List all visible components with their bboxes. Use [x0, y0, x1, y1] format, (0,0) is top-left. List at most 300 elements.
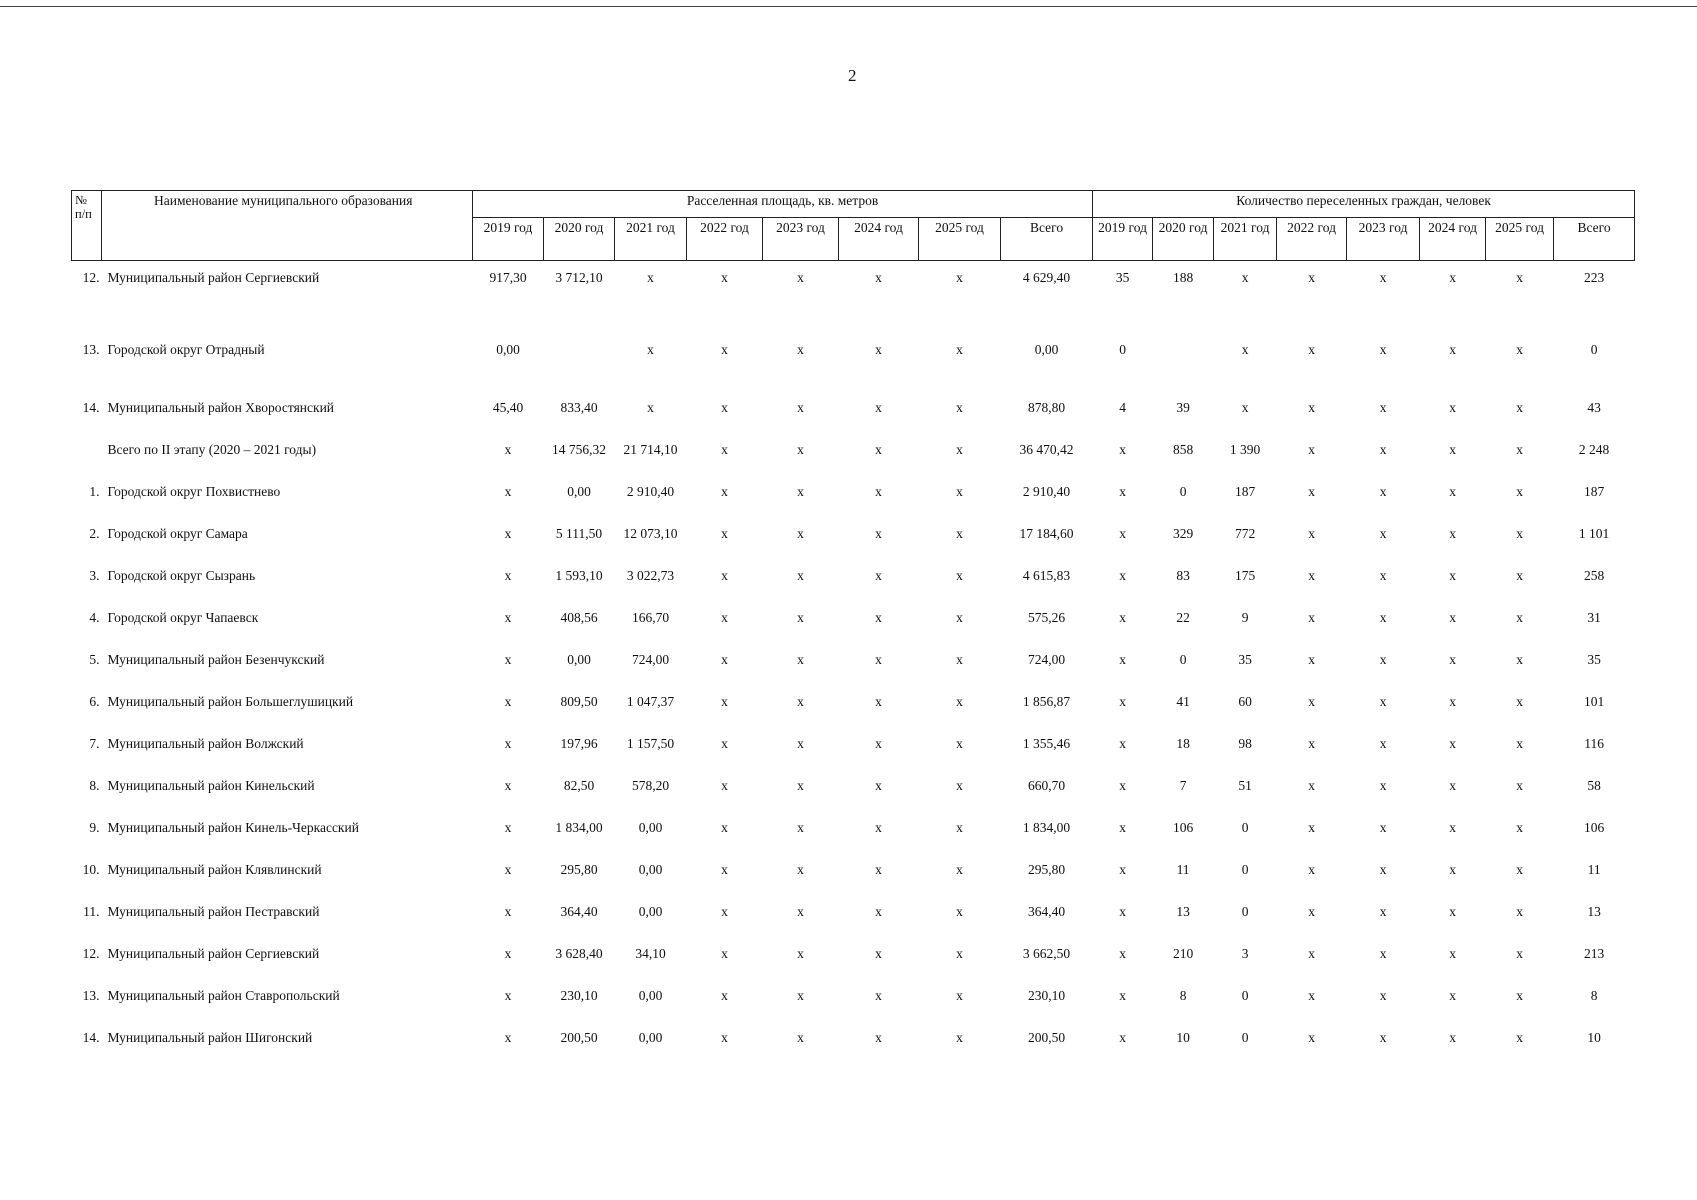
row-number: 13. [82, 987, 100, 1003]
area-cell: 575,26 [1027, 609, 1066, 625]
people-group-header: Количество переселенных граждан, человек [1093, 191, 1635, 218]
area-cell: х [721, 819, 728, 835]
area-cell: 1 157,50 [626, 735, 675, 751]
people-cell: х [1308, 651, 1315, 667]
table-row [72, 727, 1635, 769]
area-cell: х [875, 903, 882, 919]
area-cell: х [797, 341, 804, 357]
area-cell: х [797, 777, 804, 793]
resettlement-table [71, 190, 1635, 1063]
people-cell: 175 [1234, 567, 1256, 583]
area-cell: х [797, 819, 804, 835]
people-cell: 858 [1172, 441, 1194, 457]
people-cell: 213 [1583, 945, 1605, 961]
area-cell: 1 834,00 [1022, 819, 1071, 835]
people-cell: х [1119, 861, 1126, 877]
people-cell: 210 [1172, 945, 1194, 961]
area-cell: 21 714,10 [623, 441, 678, 457]
table-body [72, 261, 1635, 1063]
people-cell: 43 [1587, 399, 1601, 415]
municipality-name: Муниципальный район Волжский [107, 735, 304, 751]
area-cell: х [797, 567, 804, 583]
area-cell: 1 593,10 [555, 567, 603, 583]
people-cell: х [1308, 341, 1315, 357]
table-row [72, 811, 1635, 853]
people-cell: 8 [1179, 987, 1187, 1003]
area-cell: х [797, 399, 804, 415]
people-cell: 41 [1176, 693, 1190, 709]
row-number: 4. [89, 609, 100, 625]
area-cell: х [647, 399, 654, 415]
table-row [72, 559, 1635, 601]
municipality-name: Городской округ Чапаевск [107, 609, 259, 625]
area-cell: х [721, 567, 728, 583]
area-cell: 5 111,50 [555, 525, 603, 541]
people-cell: х [1119, 945, 1126, 961]
area-cell: 200,50 [1027, 1029, 1066, 1045]
area-cell: х [504, 819, 512, 835]
people-cell: х [1308, 567, 1315, 583]
people-year-header: 2024 год [1420, 218, 1486, 261]
people-cell: 18 [1176, 735, 1190, 751]
table-row [72, 475, 1635, 517]
people-cell: х [1308, 735, 1315, 751]
area-cell: 408,56 [560, 609, 598, 625]
people-cell: х [1241, 270, 1249, 285]
area-cell: 809,50 [560, 693, 598, 709]
people-cell: х [1119, 1029, 1126, 1045]
table-row [72, 769, 1635, 811]
municipality-name: Муниципальный район Сергиевский [107, 270, 320, 285]
people-cell: х [1449, 341, 1456, 357]
area-cell: 0,00 [496, 341, 520, 357]
area-cell: х [875, 945, 882, 961]
area-cell: 878,80 [1027, 399, 1066, 415]
area-cell: 578,20 [631, 777, 670, 793]
people-cell: х [1379, 441, 1387, 457]
people-cell: х [1379, 819, 1387, 835]
people-cell: 0 [1241, 819, 1249, 835]
area-cell: х [875, 1029, 882, 1045]
area-cell: х [956, 735, 963, 751]
people-cell: х [1449, 819, 1456, 835]
area-cell: х [956, 1029, 963, 1045]
people-cell: х [1379, 609, 1387, 625]
people-cell: х [1516, 777, 1523, 793]
row-number [72, 433, 102, 475]
area-cell: 166,70 [631, 609, 670, 625]
area-cell: 0,00 [1034, 341, 1059, 357]
people-year-header: 2025 год [1486, 218, 1554, 261]
people-cell: 223 [1583, 270, 1605, 285]
area-cell: х [721, 341, 728, 357]
area-cell: 917,30 [489, 270, 527, 285]
municipality-name: Муниципальный район Клявлинский [107, 861, 322, 877]
area-cell: 0,00 [567, 651, 591, 667]
area-cell: х [504, 441, 512, 457]
area-cell: х [797, 987, 804, 1003]
table-row [72, 685, 1635, 727]
area-cell: х [956, 609, 963, 625]
area-year-header: 2024 год [839, 218, 919, 261]
area-cell: х [721, 777, 728, 793]
area-cell: х [797, 441, 804, 457]
people-cell: 0 [1179, 483, 1187, 499]
area-cell: 724,00 [631, 651, 670, 667]
area-cell: х [875, 987, 882, 1003]
area-year-header: 2021 год [615, 218, 687, 261]
area-cell: 833,40 [560, 399, 598, 415]
area-cell: х [647, 341, 654, 357]
people-cell: х [1379, 777, 1387, 793]
people-cell: 9 [1241, 609, 1249, 625]
area-cell: х [875, 861, 882, 877]
table-row [72, 643, 1635, 685]
area-cell: х [956, 651, 963, 667]
area-cell: х [956, 525, 963, 541]
area-cell: 3 712,10 [555, 270, 603, 285]
area-cell: х [504, 525, 512, 541]
area-cell: 82,50 [563, 777, 595, 793]
table-row [72, 853, 1635, 895]
area-cell: х [875, 777, 882, 793]
area-cell: 3 662,50 [1022, 945, 1071, 961]
people-cell: х [1308, 861, 1315, 877]
row-number: 11. [83, 903, 100, 919]
people-cell: 0 [1119, 341, 1126, 357]
people-cell: х [1308, 1029, 1315, 1045]
people-cell: 13 [1587, 903, 1601, 919]
people-year-header: 2023 год [1347, 218, 1420, 261]
people-cell: 187 [1583, 483, 1605, 499]
people-cell: 7 [1179, 777, 1187, 793]
area-cell: х [956, 567, 963, 583]
people-cell: х [1449, 693, 1456, 709]
people-cell: х [1308, 609, 1315, 625]
area-cell: х [797, 270, 804, 285]
row-number: 7. [89, 735, 100, 751]
area-total-header: Всего [1001, 218, 1093, 261]
name-column-header: Наименование муниципального образования [102, 191, 473, 261]
row-number: 13. [82, 341, 100, 357]
people-cell [1153, 333, 1214, 391]
people-year-header: 2020 год [1153, 218, 1214, 261]
area-cell: х [721, 945, 728, 961]
area-cell: х [956, 903, 963, 919]
area-cell: х [956, 341, 963, 357]
row-number: 3. [89, 567, 100, 583]
area-cell: 0,00 [638, 819, 663, 835]
people-cell: х [1449, 441, 1456, 457]
area-cell: 197,96 [560, 735, 598, 751]
people-cell: х [1516, 1029, 1523, 1045]
people-cell: 13 [1176, 903, 1190, 919]
people-cell: х [1241, 341, 1249, 357]
people-year-header: 2022 год [1277, 218, 1347, 261]
row-number: 8. [89, 777, 100, 793]
people-cell: 98 [1238, 735, 1252, 751]
table-row [72, 261, 1635, 333]
people-cell: 772 [1234, 525, 1256, 541]
people-cell: 35 [1587, 651, 1601, 667]
people-cell: х [1119, 819, 1126, 835]
area-cell: х [721, 693, 728, 709]
area-cell: 364,40 [560, 903, 598, 919]
people-cell: 187 [1234, 483, 1256, 499]
people-cell: х [1449, 735, 1456, 751]
area-cell: х [721, 987, 728, 1003]
area-cell: х [504, 609, 512, 625]
area-group-header: Расселенная площадь, кв. метров [473, 191, 1093, 218]
row-number: 14. [82, 1029, 100, 1045]
people-cell: х [1379, 525, 1387, 541]
people-cell: х [1119, 987, 1126, 1003]
people-cell: х [1379, 270, 1387, 285]
area-cell: 660,70 [1027, 777, 1066, 793]
area-cell: х [875, 567, 882, 583]
people-cell: х [1449, 483, 1456, 499]
area-cell: х [956, 399, 963, 415]
area-cell: х [797, 903, 804, 919]
municipality-name: Городской округ Сызрань [107, 567, 256, 583]
page-number: 2 [848, 66, 857, 85]
people-cell: х [1308, 945, 1315, 961]
people-cell: х [1379, 399, 1387, 415]
area-cell: 4 629,40 [1022, 270, 1071, 285]
row-number: 10. [82, 861, 100, 877]
area-cell: х [647, 270, 654, 285]
area-cell: х [875, 441, 882, 457]
people-cell: 0 [1179, 651, 1187, 667]
area-cell: х [875, 819, 882, 835]
people-cell: х [1379, 903, 1387, 919]
table-row [72, 333, 1635, 391]
area-cell: х [797, 609, 804, 625]
area-cell: х [956, 945, 963, 961]
area-cell: х [504, 1029, 512, 1045]
row-number: 12. [82, 945, 100, 961]
num-column-header: № п/п [72, 191, 102, 261]
people-cell: 35 [1115, 270, 1130, 285]
area-cell: х [956, 693, 963, 709]
people-cell: х [1119, 903, 1126, 919]
area-cell: х [875, 341, 882, 357]
area-cell: х [956, 987, 963, 1003]
people-cell: х [1379, 483, 1387, 499]
municipality-name: Городской округ Самара [107, 525, 248, 541]
area-cell: 1 856,87 [1022, 693, 1071, 709]
people-cell: 1 390 [1229, 441, 1261, 457]
area-cell: 1 834,00 [555, 819, 603, 835]
people-cell: х [1379, 651, 1387, 667]
area-cell: х [504, 735, 512, 751]
table-row [72, 391, 1635, 433]
people-cell: х [1379, 567, 1387, 583]
people-cell: 51 [1238, 777, 1252, 793]
people-cell: х [1308, 777, 1315, 793]
area-cell: х [797, 525, 804, 541]
people-cell: х [1119, 609, 1126, 625]
area-cell: х [504, 861, 512, 877]
people-cell: х [1516, 693, 1523, 709]
people-cell: х [1516, 341, 1523, 357]
people-cell: х [1308, 693, 1315, 709]
area-year-header: 2020 год [544, 218, 615, 261]
people-cell: 11 [1176, 861, 1190, 877]
top-rule [0, 6, 1697, 7]
municipality-name: Муниципальный район Хворостянский [107, 399, 335, 415]
area-cell: х [721, 483, 728, 499]
area-cell: х [504, 945, 512, 961]
people-cell: х [1308, 270, 1315, 285]
area-cell: 230,10 [1027, 987, 1066, 1003]
people-cell: х [1379, 945, 1387, 961]
area-cell: х [956, 270, 963, 285]
municipality-name: Всего по II этапу (2020 – 2021 годы) [107, 441, 317, 457]
people-cell: 58 [1587, 777, 1601, 793]
people-cell: х [1516, 567, 1523, 583]
area-cell: 0,00 [638, 861, 663, 877]
people-total-header: Всего [1554, 218, 1635, 261]
people-cell: 0 [1590, 341, 1598, 357]
area-cell: х [504, 777, 512, 793]
people-cell: х [1119, 525, 1126, 541]
people-cell: х [1449, 1029, 1456, 1045]
area-cell: х [875, 270, 882, 285]
people-cell: 10 [1176, 1029, 1190, 1045]
municipality-name: Муниципальный район Пестравский [107, 903, 320, 919]
people-cell: 106 [1172, 819, 1194, 835]
people-cell: х [1449, 609, 1456, 625]
people-cell: х [1449, 945, 1456, 961]
people-cell: х [1516, 903, 1523, 919]
area-cell: х [721, 270, 728, 285]
area-cell: х [504, 987, 512, 1003]
people-cell: х [1449, 861, 1456, 877]
area-cell: 0,00 [567, 483, 591, 499]
area-cell: х [721, 1029, 728, 1045]
area-cell: х [504, 693, 512, 709]
people-cell: х [1516, 270, 1523, 285]
people-cell: х [1516, 651, 1523, 667]
people-cell: 31 [1587, 609, 1601, 625]
people-cell: 3 [1241, 945, 1249, 961]
area-cell: 1 047,37 [626, 693, 675, 709]
table-row [72, 979, 1635, 1021]
people-cell: х [1308, 525, 1315, 541]
people-cell: 0 [1241, 903, 1249, 919]
area-cell: 295,80 [1027, 861, 1066, 877]
people-cell: х [1379, 861, 1387, 877]
people-cell: 8 [1590, 987, 1598, 1003]
area-year-header: 2019 год [473, 218, 544, 261]
people-cell: 0 [1241, 861, 1249, 877]
people-year-header: 2021 год [1214, 218, 1277, 261]
row-number: 1. [89, 483, 100, 499]
area-cell: х [875, 609, 882, 625]
area-cell: х [956, 777, 963, 793]
people-cell: 188 [1172, 270, 1194, 285]
row-number: 6. [89, 693, 100, 709]
people-cell: х [1379, 735, 1387, 751]
area-cell: 0,00 [638, 987, 663, 1003]
area-cell: х [956, 861, 963, 877]
people-cell: х [1449, 525, 1456, 541]
people-cell: х [1516, 609, 1523, 625]
municipality-name: Муниципальный район Кинельский [107, 777, 315, 793]
area-cell: х [721, 399, 728, 415]
area-cell: х [797, 483, 804, 499]
people-cell: х [1516, 861, 1523, 877]
people-cell: 10 [1587, 1029, 1601, 1045]
area-cell: 295,80 [560, 861, 598, 877]
people-cell: х [1449, 651, 1456, 667]
people-cell: х [1516, 441, 1523, 457]
municipality-name: Муниципальный район Безенчукский [107, 651, 325, 667]
people-cell: х [1308, 987, 1315, 1003]
row-number: 2. [89, 525, 100, 541]
area-cell: х [797, 693, 804, 709]
table-header [72, 191, 1635, 261]
area-cell: х [721, 651, 728, 667]
area-cell: 1 355,46 [1022, 735, 1071, 751]
municipality-name: Муниципальный район Большеглушицкий [107, 693, 354, 709]
area-cell: х [875, 483, 882, 499]
people-cell: х [1308, 483, 1315, 499]
area-cell: х [956, 819, 963, 835]
people-cell: 2 248 [1578, 441, 1610, 457]
area-cell: 12 073,10 [623, 525, 678, 541]
table-row [72, 937, 1635, 979]
area-cell: х [721, 609, 728, 625]
area-cell [544, 333, 615, 391]
area-cell: х [504, 903, 512, 919]
table-row [72, 517, 1635, 559]
area-cell: 3 022,73 [626, 567, 675, 583]
people-cell: х [1119, 483, 1126, 499]
municipality-name: Городской округ Отрадный [107, 341, 265, 357]
area-cell: 3 628,40 [555, 945, 603, 961]
area-cell: х [797, 945, 804, 961]
people-cell: х [1516, 735, 1523, 751]
area-cell: х [797, 1029, 804, 1045]
people-cell: 11 [1587, 861, 1601, 877]
area-cell: 230,10 [560, 987, 598, 1003]
people-cell: х [1119, 735, 1126, 751]
area-cell: 34,10 [635, 945, 666, 961]
area-cell: 724,00 [1027, 651, 1066, 667]
area-cell: х [504, 651, 512, 667]
people-cell: 35 [1238, 651, 1252, 667]
area-cell: х [956, 441, 963, 457]
area-cell: 4 615,83 [1022, 567, 1071, 583]
area-cell: х [721, 735, 728, 751]
people-cell: 116 [1584, 735, 1604, 751]
municipality-name: Муниципальный район Шигонский [107, 1029, 313, 1045]
people-cell: х [1379, 341, 1387, 357]
people-cell: 258 [1583, 567, 1605, 583]
area-cell: 2 910,40 [1022, 483, 1071, 499]
area-cell: х [797, 735, 804, 751]
area-cell: х [797, 861, 804, 877]
people-cell: х [1449, 399, 1456, 415]
people-cell: х [1449, 270, 1456, 285]
people-cell: х [1449, 567, 1456, 583]
people-cell: х [1119, 693, 1126, 709]
area-cell: х [875, 735, 882, 751]
people-cell: х [1516, 945, 1523, 961]
people-cell: х [1119, 777, 1126, 793]
